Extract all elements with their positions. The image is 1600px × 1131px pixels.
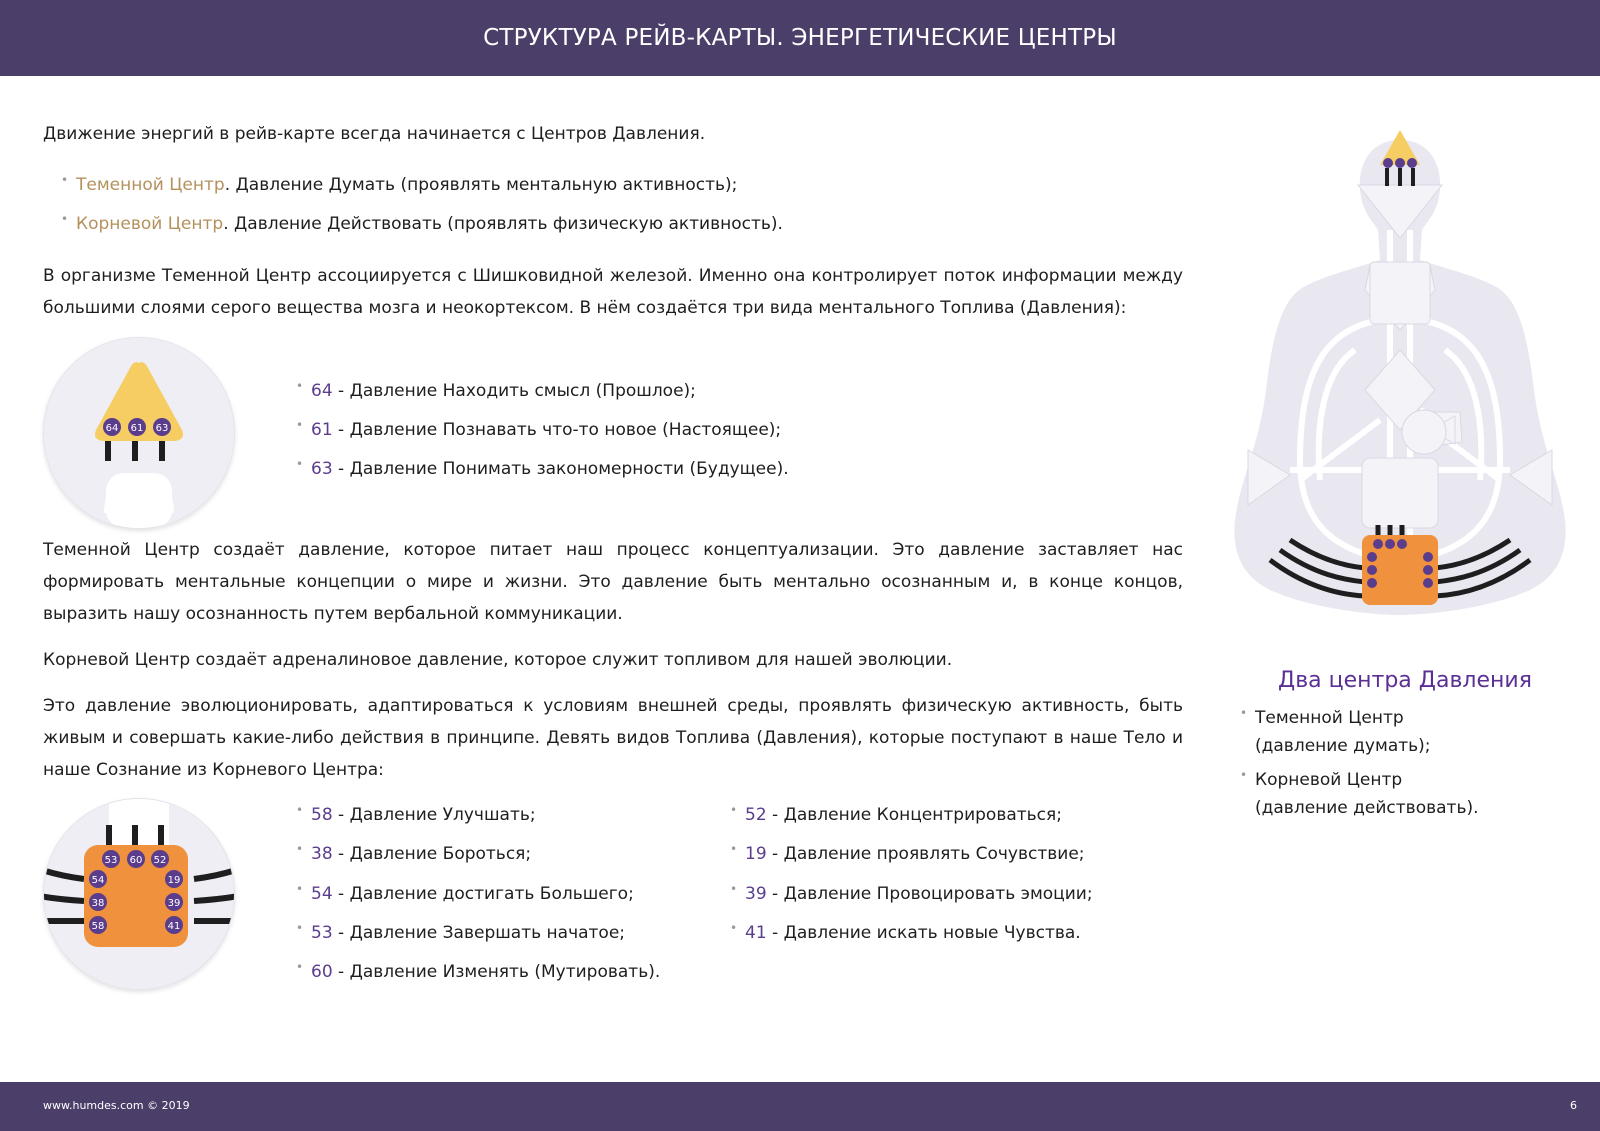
gate-number: 53 (104, 855, 118, 866)
bodygraph-illustration (1230, 120, 1570, 620)
sidebar-item-desc: (давление думать); (1255, 736, 1431, 756)
gate-number: 58 (311, 805, 333, 825)
bullet-dot-icon: • (296, 803, 304, 817)
gate-number: 64 (105, 423, 119, 434)
root-center-label: Корневой Центр (76, 214, 224, 234)
gate-number: 54 (91, 875, 105, 886)
root-paragraph-2: Это давление эволюционировать, адаптироваться к условиям внешней среды, проявлять физическую активность, быть живым и совершать какие-либо действия в принципе. Девять видов Топлива (Давления), которые поступают в наше Тело и наше Сознание из Корневого Центра: (43, 696, 1183, 780)
gate-number: 61 (311, 420, 333, 440)
gate-number: 61 (130, 423, 144, 434)
sidebar-item-root (1240, 766, 1479, 822)
gate-desc: - Давление Провоцировать эмоции; (766, 884, 1093, 904)
gate-desc: - Давление достигать Большего; (332, 884, 634, 904)
gate-number: 41 (745, 923, 767, 943)
gate-desc: - Давление Изменять (Мутировать). (332, 962, 661, 982)
sidebar-item-label: Теменной Центр (1255, 708, 1404, 728)
gate-desc: - Давление Находить смысл (Прошлое); (332, 381, 696, 401)
root-gate-item (296, 882, 634, 906)
head-paragraph: В организме Теменной Центр ассоциируется с Шишковидной железой. Именно она контролирует поток информации между большими слоями серого вещества мозга и неокортексом. В нём создаётся три вида ментального Топлива (Давления): (43, 266, 1183, 318)
bullet-dot-icon: • (296, 418, 304, 432)
head-center-desc: . Давление Думать (проявлять ментальную активность); (224, 175, 738, 195)
root-center-illustration (43, 798, 235, 990)
gate-number: 39 (745, 884, 767, 904)
bullet-dot-icon: • (1240, 706, 1248, 720)
sidebar-title: Два центра Давления (1278, 668, 1532, 693)
head-gate-item (296, 379, 696, 403)
gate-number: 52 (153, 855, 167, 866)
sidebar-item-head (1240, 704, 1431, 760)
sidebar-item-desc: (давление действовать). (1255, 798, 1479, 818)
root-gate-item (296, 960, 661, 984)
page-title: СТРУКТУРА РЕЙВ-КАРТЫ. ЭНЕРГЕТИЧЕСКИЕ ЦЕНТРЫ (483, 25, 1117, 51)
gate-number: 19 (745, 844, 767, 864)
gate-desc: - Давление Завершать начатое; (332, 923, 626, 943)
bullet-dot-icon: • (61, 212, 69, 226)
page-header (0, 0, 1600, 76)
gate-desc: - Давление Познавать что-то новое (Настоящее); (332, 420, 782, 440)
head-paragraph-2: Теменной Центр создаёт давление, которое питает наш процесс концептуализации. Это давление заставляет нас формировать ментальные концепции о мире и жизни. Это давление быть ментально осознанным и, в конце концов, выразить нашу осознанность путем вербальной коммуникации. (43, 540, 1183, 624)
gate-desc: - Давление Улучшать; (332, 805, 536, 825)
gate-number: 53 (311, 923, 333, 943)
root-center-diagram (44, 799, 234, 989)
bullet-dot-icon: • (730, 842, 738, 856)
gate-number: 63 (311, 459, 333, 479)
bullet-dot-icon: • (296, 960, 304, 974)
bullet-root-center (61, 212, 783, 236)
gate-number: 41 (167, 921, 181, 932)
bullet-dot-icon: • (296, 882, 304, 896)
bullet-dot-icon: • (1240, 768, 1248, 782)
gate-number: 64 (311, 381, 333, 401)
gate-desc: - Давление искать новые Чувства. (766, 923, 1081, 943)
head-gate-item (296, 457, 789, 481)
gate-number: 39 (167, 898, 181, 909)
gate-desc: - Давление Концентрироваться; (766, 805, 1062, 825)
gate-number: 58 (91, 921, 105, 932)
bullet-dot-icon: • (730, 921, 738, 935)
bullet-head-center (61, 173, 738, 197)
gate-number: 54 (311, 884, 333, 904)
head-gate-item (296, 418, 782, 442)
root-gate-item (296, 842, 532, 866)
head-center-label: Теменной Центр (76, 175, 225, 195)
gate-number: 52 (745, 805, 767, 825)
head-center-diagram (44, 338, 234, 528)
footer-copyright: www.humdes.com © 2019 (43, 1099, 190, 1112)
gate-number: 38 (91, 898, 105, 909)
gate-desc: - Давление Понимать закономерности (Будущее). (332, 459, 789, 479)
bullet-dot-icon: • (296, 457, 304, 471)
gate-number: 60 (311, 962, 333, 982)
root-gate-item (730, 921, 1081, 945)
page-number: 6 (1570, 1099, 1577, 1112)
bullet-dot-icon: • (296, 842, 304, 856)
root-paragraph-1: Корневой Центр создаёт адреналиновое давление, которое служит топливом для нашей эволюции. (43, 650, 953, 670)
root-gate-item (296, 921, 626, 945)
sidebar-item-label: Корневой Центр (1255, 770, 1403, 790)
root-gate-item (730, 842, 1085, 866)
gate-number: 63 (155, 423, 169, 434)
bullet-dot-icon: • (296, 921, 304, 935)
gate-number: 19 (167, 875, 181, 886)
gate-desc: - Давление Бороться; (332, 844, 532, 864)
root-gate-item (296, 803, 536, 827)
gate-number: 38 (311, 844, 333, 864)
intro-text: Движение энергий в рейв-карте всегда начинается с Центров Давления. (43, 124, 706, 144)
bullet-dot-icon: • (296, 379, 304, 393)
root-gate-item (730, 803, 1062, 827)
root-center-desc: . Давление Действовать (проявлять физическую активность). (223, 214, 783, 234)
bullet-dot-icon: • (730, 882, 738, 896)
gate-number: 60 (129, 855, 143, 866)
bullet-dot-icon: • (730, 803, 738, 817)
bullet-dot-icon: • (61, 173, 69, 187)
root-gate-item (730, 882, 1093, 906)
head-center-illustration (43, 337, 235, 529)
page-footer (0, 1082, 1600, 1131)
gate-desc: - Давление проявлять Сочувствие; (766, 844, 1085, 864)
